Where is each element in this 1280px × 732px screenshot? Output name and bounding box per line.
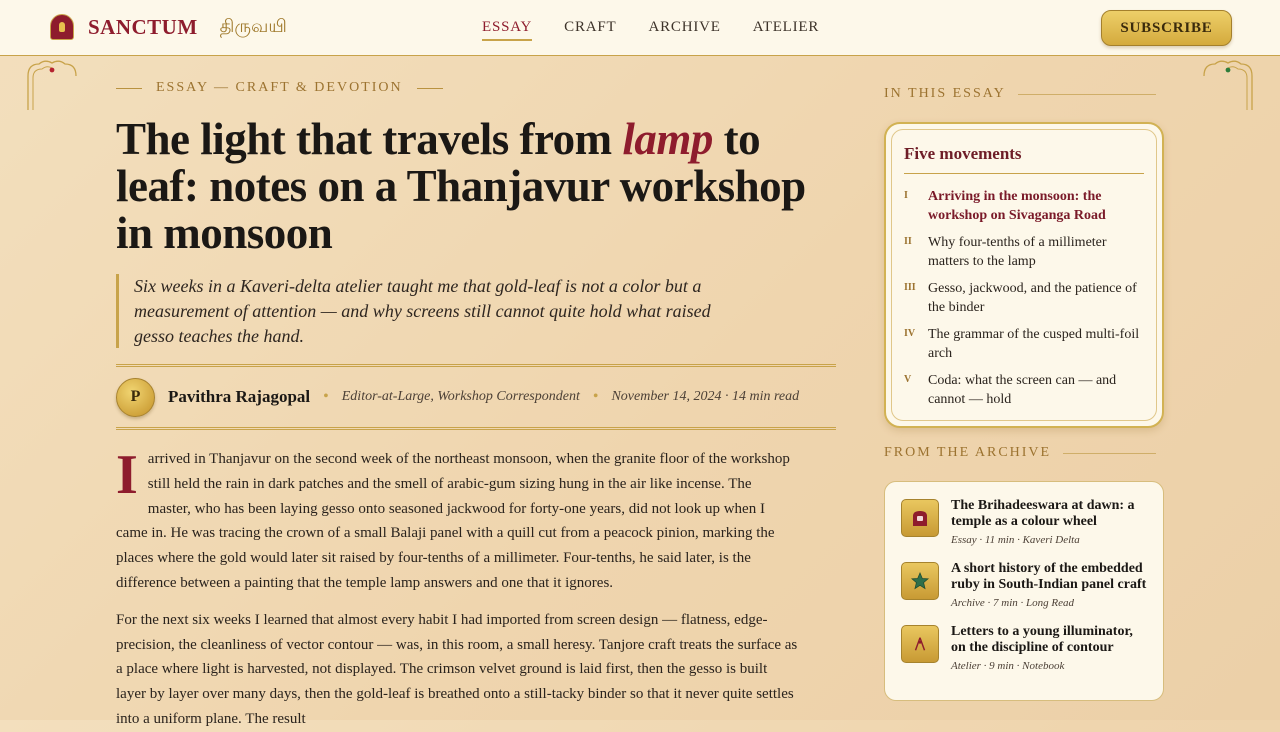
archive-item-meta: Archive · 7 min · Long Read [951,597,1075,609]
top-navigation-bar [0,0,1280,56]
article-headline [116,116,836,257]
archive-section-label-text: FROM THE ARCHIVE [884,445,1052,460]
separator-dot-icon: • [592,388,599,405]
archive-item[interactable] [901,561,1147,609]
toc-item-number: V [904,374,912,385]
right-arch-ornament-icon [1201,58,1255,110]
toc-item-number: I [904,190,908,201]
archive-item-title: The Brihadeeswara at dawn: a temple as a colour wheel [951,498,1135,529]
archive-item-title: Letters to a young illuminator, on the discipline of contour [951,624,1133,655]
article-dek: Six weeks in a Kaveri-delta atelier taught me that gold-leaf is not a color but a measurement of attention — and why screens still cannot quite hold what raised gesso teaches the hand. [116,274,716,348]
headline-emphasis: lamp [622,114,713,164]
archive-section-label [884,445,1156,461]
table-of-contents [884,122,1164,428]
toc-item-number: IV [904,328,916,339]
kicker-text: ESSAY — CRAFT & DEVOTION [156,80,403,95]
toc-section-label [884,86,1156,102]
toc-item-label: Arriving in the monsoon: the workshop on Sivaganga Road [928,189,1106,223]
drop-cap: I [116,444,138,506]
toc-item[interactable] [904,371,1144,409]
toc-title: Five movements [904,144,1144,174]
headline-part-2: to leaf: notes on a Thanjavur workshop in monsoon [116,114,806,258]
star-icon [901,562,939,600]
archive-list [884,481,1164,701]
separator-dot-icon: • [323,388,329,405]
author-name[interactable]: Pavithra Rajagopal [168,387,311,406]
author-role: Editor-at-Large, Workshop Correspondent [341,389,580,404]
toc-item-label: The grammar of the cusped multi-foil arch [928,327,1140,361]
main-nav [482,19,851,41]
toc-item[interactable] [904,279,1144,317]
kicker-rule-left [116,88,142,89]
archive-item-meta: Atelier · 9 min · Notebook [951,660,1065,672]
toc-item-label: Gesso, jackwood, and the patience of the binder [928,281,1137,315]
author-avatar[interactable]: P [116,378,155,417]
archive-item[interactable] [901,624,1147,672]
toc-item-number: II [904,236,912,247]
section-rule [1063,453,1156,454]
nav-archive[interactable]: ARCHIVE [648,19,721,35]
temple-icon [901,499,939,537]
nav-craft[interactable]: CRAFT [564,19,617,35]
toc-item-label: Why four-tenths of a millimeter matters to the lamp [928,235,1107,269]
kicker-rule-right [417,88,443,89]
lamp-icon [901,625,939,663]
body-paragraph: For the next six weeks I learned that almost every habit I had imported from screen design — flatness, edge-precision, the cleanliness of vector contour — was, in this room, a small heresy. Tanjore craft treats the surface as a place where light is harvested, not displayed. The crimson velvet ground is laid first, then the gesso is built layer by layer over many days, then the gold-leaf is breathed onto a still-tacky binder so that it never quite settles into a uniform plane. The result [116,611,798,727]
nav-essay[interactable]: ESSAY [482,19,532,41]
archive-item-title: A short history of the embedded ruby in South-Indian panel craft [951,561,1147,592]
toc-item[interactable] [904,187,1144,225]
archive-item[interactable] [901,498,1147,546]
body-paragraph [116,444,798,596]
brand-tamil-name: திருவயி [219,15,287,37]
brand-name: SANCTUM [88,14,198,39]
paragraph-text: arrived in Thanjavur on the second week of the northeast monsoon, when the granite floor of the workshop still held the rain in dark patches and the smell of arabic-gum sizing hung in the air like incense. The master, who has been laying gesso onto seasoned jackwood for forty-one years, did not look up when I came in. He was tracing the crown of a small Balaji panel with a quill cut from a peacock pinion, marking the places where the gold would later sit raised by four-tenths of a millimeter. Four-tenths, he said later, is the difference between a painting that the temple lamp answers and one that it ignores. [116,451,790,591]
article-date-readtime: November 14, 2024 · 14 min read [611,389,800,404]
headline-part-1: The light that travels from [116,114,623,164]
article-kicker [116,80,443,96]
toc-inner [891,129,1157,421]
nav-atelier[interactable]: ATELIER [752,19,820,35]
toc-item[interactable] [904,325,1144,363]
toc-item-label: Coda: what the screen can — and cannot — hold [928,373,1117,407]
brand[interactable] [50,14,287,40]
toc-item[interactable] [904,233,1144,271]
article-body [116,444,798,727]
section-rule [1018,94,1156,95]
toc-item-number: III [904,282,916,293]
toc-section-label-text: IN THIS ESSAY [884,86,1006,101]
subscribe-button[interactable]: SUBSCRIBE [1101,10,1232,46]
byline [116,364,836,430]
brand-logo-icon [50,14,74,40]
left-arch-ornament-icon [25,58,79,110]
archive-item-meta: Essay · 11 min · Kaveri Delta [951,534,1080,546]
